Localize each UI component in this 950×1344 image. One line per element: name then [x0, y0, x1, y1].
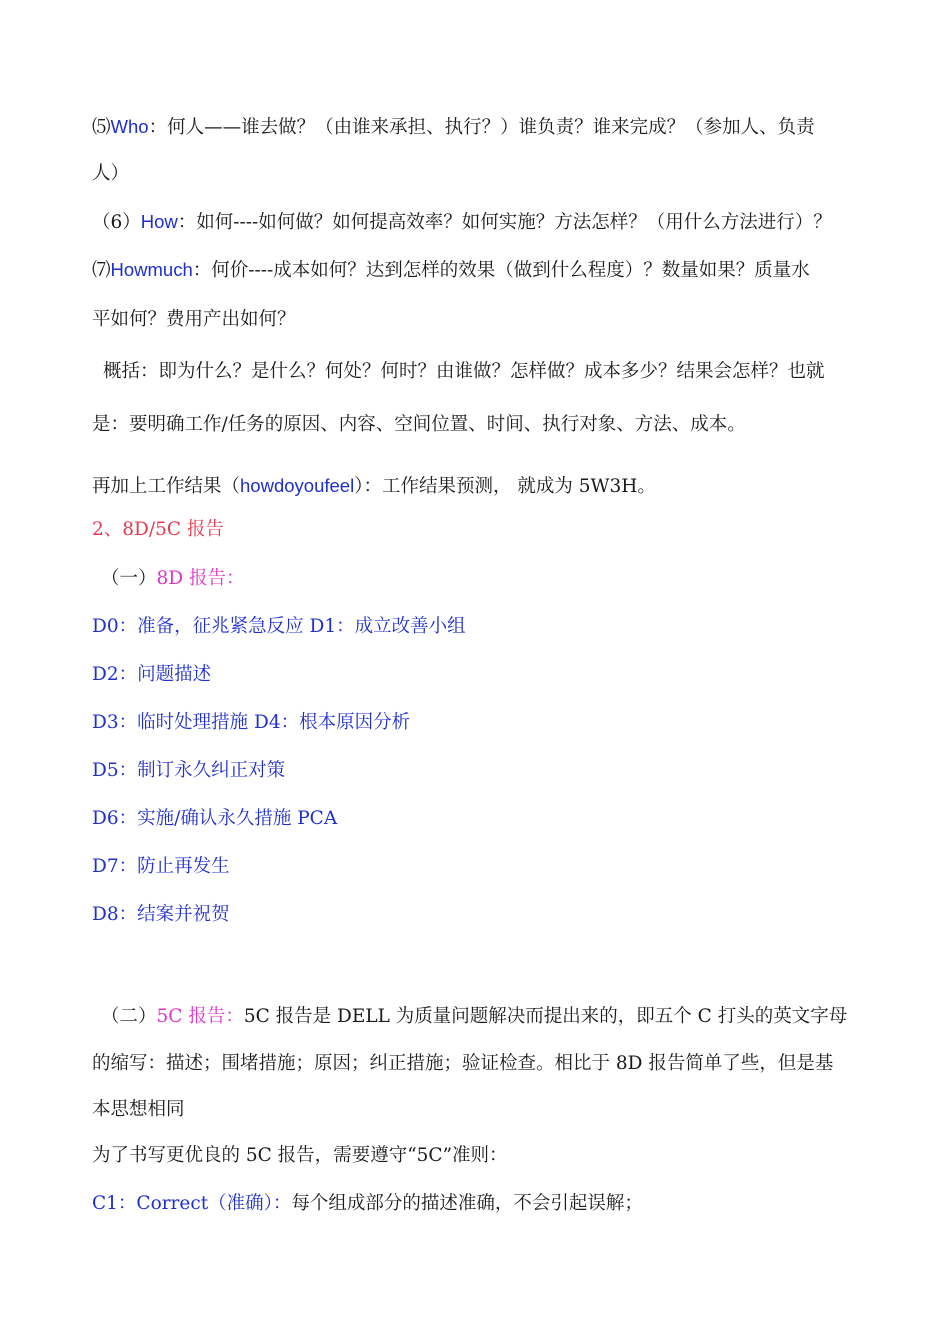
subsection-5c-text-3: 本思想相同: [92, 1099, 185, 1120]
howmuch-line-2: [92, 307, 296, 333]
summary-line-1: [103, 359, 825, 385]
rules-intro-line: [92, 1143, 508, 1169]
section-heading-8d-5c: [92, 517, 224, 543]
howmuch-line-1: [92, 257, 810, 284]
subsection-8d-prefix: （一）: [101, 568, 157, 589]
c1-label: C1：Correct（准确）：: [92, 1193, 292, 1214]
d-item: [92, 902, 230, 928]
how-number: （6）: [92, 212, 141, 233]
plus-suffix: ）：工作结果预测， 就成为 5W3H。: [354, 476, 656, 497]
plus-result-line: [92, 473, 656, 500]
how-keyword: How: [140, 211, 178, 232]
who-line-1: [92, 114, 815, 141]
subsection-5c-line-3: [92, 1097, 185, 1123]
subsection-5c-line-2: [92, 1051, 833, 1077]
how-line: [92, 209, 832, 236]
d-item-text: D7：防止再发生: [92, 856, 230, 877]
plus-keyword: howdoyoufeel: [240, 475, 355, 496]
subsection-5c-line-1: [101, 1004, 847, 1030]
who-number: ⑸: [92, 117, 111, 138]
howmuch-text-1: ：何价----成本如何？达到怎样的效果（做到什么程度）？数量如果？质量水: [192, 260, 810, 281]
summary-text-1: 概括：即为什么？是什么？何处？何时？由谁做？怎样做？成本多少？结果会怎样？也就: [103, 361, 825, 382]
d-item-text: D3：临时处理措施 D4：根本原因分析: [92, 712, 411, 733]
d-item: [92, 614, 466, 640]
d-item-text: D6：实施/确认永久措施 PCA: [92, 808, 338, 829]
howmuch-number: ⑺: [92, 260, 111, 281]
c1-line: [92, 1191, 643, 1217]
c1-text: 每个组成部分的描述准确，不会引起误解；: [291, 1193, 643, 1214]
d-item-text: D8：结案并祝贺: [92, 904, 230, 925]
d-item: [92, 710, 410, 736]
d-item: [92, 854, 230, 880]
howmuch-keyword: Howmuch: [110, 259, 193, 280]
who-keyword: Who: [110, 116, 149, 137]
d-item: [92, 806, 337, 832]
subsection-5c-text-1: 5C 报告是 DELL 为质量问题解决而提出来的，即五个 C 打头的英文字母: [243, 1006, 848, 1027]
subsection-5c-title: 5C 报告：: [156, 1006, 244, 1027]
howmuch-text-2: 平如何？费用产出如何？: [92, 309, 296, 330]
who-text-1: ：何人——谁去做？（由谁来承担、执行？）谁负责？谁来完成？（参加人、负责: [148, 117, 815, 138]
summary-line-2: [92, 412, 746, 438]
summary-text-2: 是：要明确工作/任务的原因、内容、空间位置、时间、执行对象、方法、成本。: [92, 414, 746, 435]
who-line-2: [92, 161, 129, 187]
how-text: ：如何----如何做？如何提高效率？如何实施？方法怎样？（用什么方法进行）？: [177, 212, 832, 233]
rules-intro-text: 为了书写更优良的 5C 报告，需要遵守“5C”准则：: [92, 1145, 508, 1166]
d-item: [92, 758, 285, 784]
d-item-text: D0：准备，征兆紧急反应 D1：成立改善小组: [92, 616, 466, 637]
who-text-2: 人）: [92, 163, 130, 184]
section-heading-text: 2、8D/5C 报告: [92, 519, 224, 540]
d-item-text: D2：问题描述: [92, 664, 212, 685]
subsection-5c-prefix: （二）: [101, 1006, 157, 1027]
subsection-5c-text-2: 的缩写：描述；围堵措施；原因；纠正措施；验证检查。相比于 8D 报告简单了些，但是基: [92, 1053, 834, 1074]
subsection-8d-heading: [101, 566, 245, 592]
d-item-text: D5：制订永久纠正对策: [92, 760, 286, 781]
subsection-8d-title: 8D 报告：: [156, 568, 245, 589]
plus-prefix: 再加上工作结果（: [92, 476, 241, 497]
d-item: [92, 662, 211, 688]
